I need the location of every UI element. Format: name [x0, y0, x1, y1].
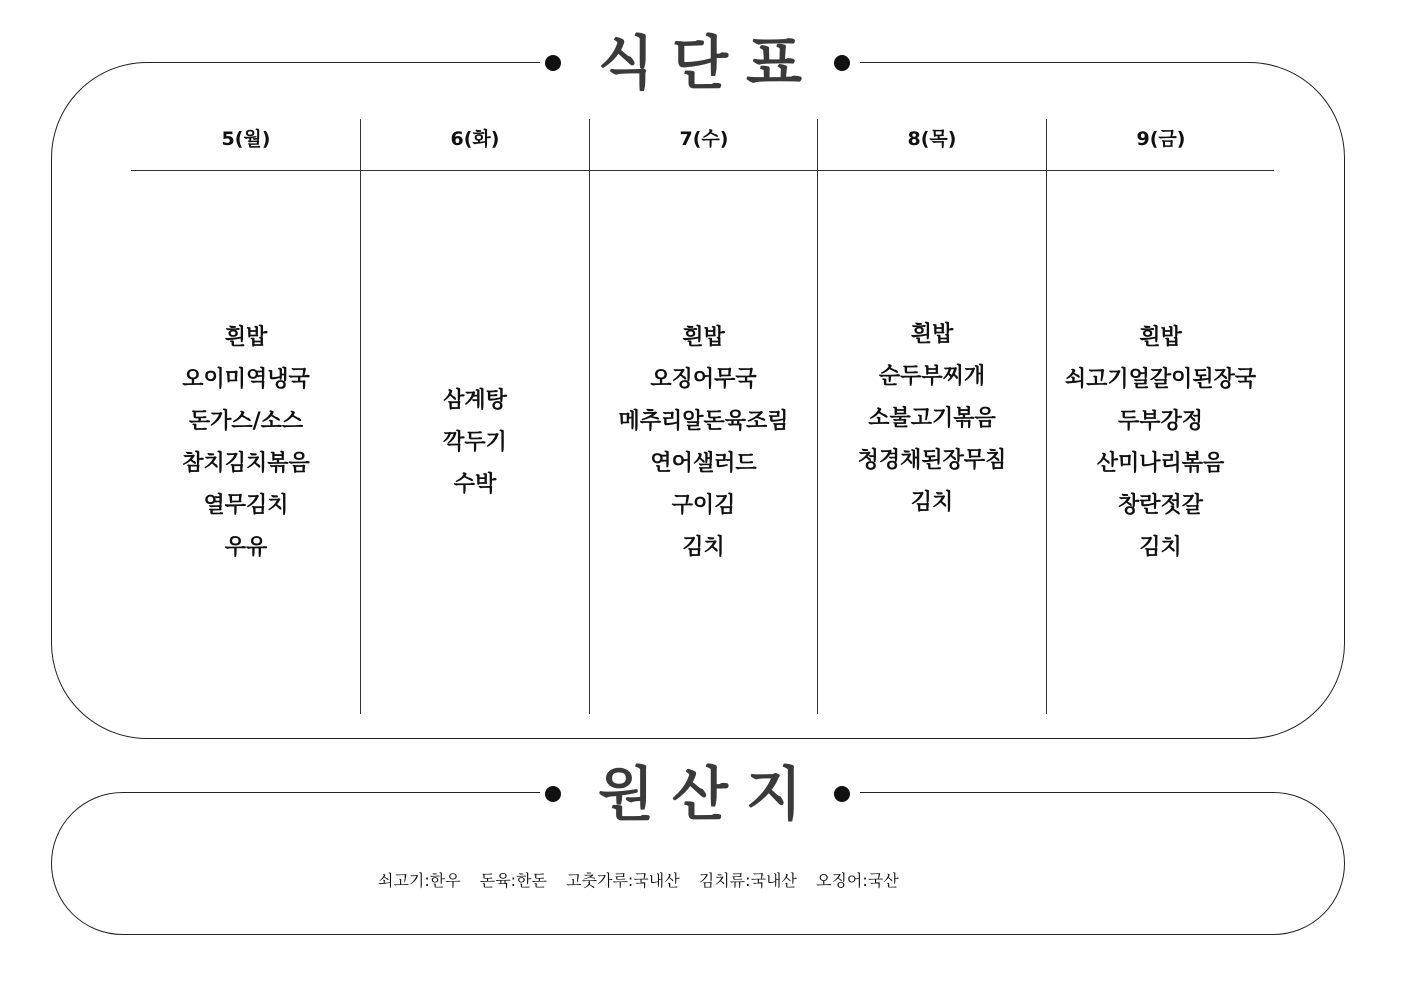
dish-item: 수박 — [453, 471, 497, 497]
title-left-dot-icon — [545, 55, 561, 71]
dish-item: 흰밥 — [682, 324, 725, 350]
day-header-tue: 6(화) — [450, 128, 500, 150]
menu-title: 식단표 — [597, 29, 821, 97]
menu-column-tue — [361, 171, 589, 714]
origin-title-block — [540, 762, 860, 826]
dish-item: 흰밥 — [910, 322, 954, 347]
dish-item: 삼계탕 — [443, 387, 507, 413]
menu-column-wed — [590, 171, 817, 714]
day-header-wed: 7(수) — [679, 128, 729, 150]
dish-item: 김치 — [682, 534, 725, 560]
dish-item: 흰밥 — [1139, 324, 1182, 350]
menu-column-thu — [818, 171, 1046, 714]
dish-item: 구이김 — [671, 492, 736, 518]
dish-item: 청경채된장무침 — [857, 448, 1007, 473]
dish-item: 산미나리볶음 — [1096, 450, 1225, 476]
dish-item: 깍두기 — [443, 429, 507, 455]
title-right-dot-icon — [834, 786, 850, 802]
menu-column-fri — [1047, 171, 1274, 714]
menu-title-block — [540, 31, 860, 95]
day-header-fri: 9(금) — [1136, 128, 1186, 150]
dish-item: 오이미역냉국 — [182, 366, 310, 392]
dish-item: 창란젓갈 — [1117, 492, 1203, 518]
dish-item: 돈가스/소스 — [188, 408, 304, 434]
dish-item: 메추리알돈육조림 — [618, 408, 789, 434]
dish-item: 오징어무국 — [650, 366, 757, 392]
origin-item-beef: 쇠고기:한우 — [378, 871, 461, 890]
dish-item: 소불고기볶음 — [868, 406, 996, 431]
dish-item: 두부강정 — [1117, 408, 1203, 434]
dish-item: 순두부찌개 — [878, 364, 986, 389]
dish-item: 쇠고기얼갈이된장국 — [1064, 366, 1257, 392]
dish-item: 열무김치 — [203, 492, 289, 518]
day-header-mon: 5(월) — [221, 128, 271, 150]
origin-title: 원산지 — [597, 760, 821, 828]
origin-item-kimchi: 김치류:국내산 — [698, 871, 797, 890]
menu-column-mon — [132, 171, 360, 714]
dish-item: 김치 — [910, 490, 954, 515]
origin-list — [378, 868, 913, 894]
title-left-dot-icon — [545, 786, 561, 802]
dish-item: 흰밥 — [224, 324, 268, 350]
title-right-dot-icon — [834, 55, 850, 71]
dish-item: 연어샐러드 — [650, 450, 757, 476]
origin-item-chili-powder: 고춧가루:국내산 — [566, 871, 680, 890]
origin-item-squid: 오징어:국산 — [816, 871, 899, 890]
dish-item: 김치 — [1139, 534, 1182, 560]
origin-item-pork: 돈육:한돈 — [479, 871, 547, 890]
dish-item: 우유 — [224, 534, 268, 560]
dish-item: 참치김치볶음 — [182, 450, 310, 476]
day-header-thu: 8(목) — [907, 128, 957, 150]
